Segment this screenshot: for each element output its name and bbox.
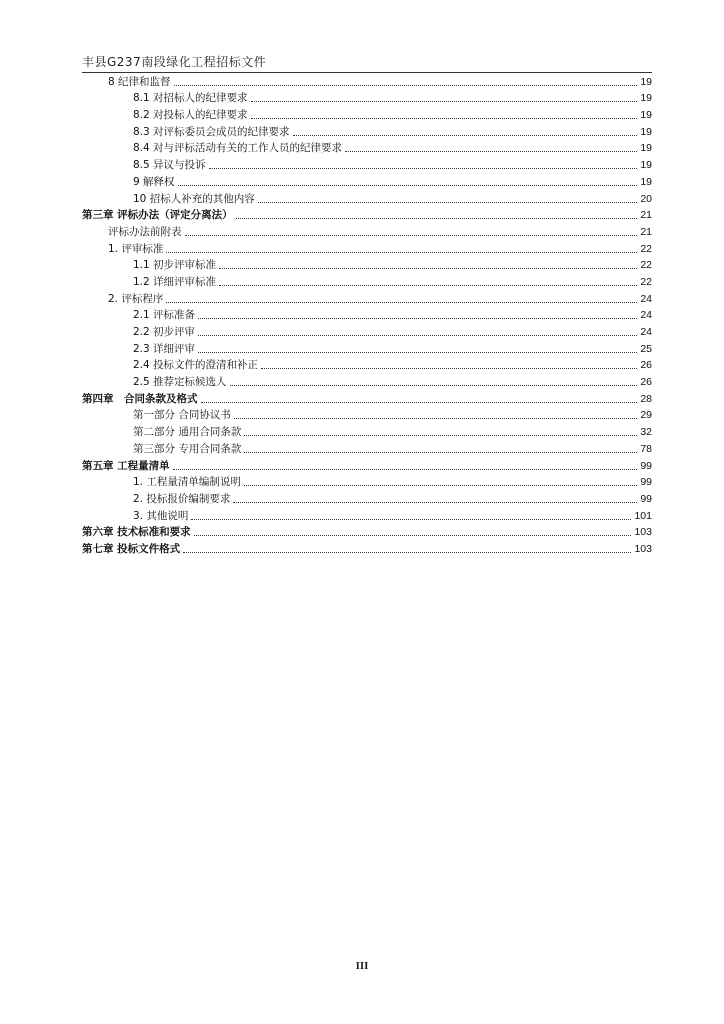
toc-entry-page: 24 xyxy=(640,326,652,338)
page-header xyxy=(82,52,652,73)
toc-entry-label: 1. 工程量清单编制说明 xyxy=(133,476,241,489)
toc-entry-page: 19 xyxy=(640,159,652,172)
toc-entry-label: 第五章 工程量清单 xyxy=(82,459,170,472)
toc-entry-label: 8.4 对与评标活动有关的工作人员的纪律要求 xyxy=(133,142,343,155)
toc-leader-dots xyxy=(258,201,638,203)
toc-entry-page: 78 xyxy=(640,442,652,455)
toc-leader-dots xyxy=(244,484,637,486)
toc-leader-dots xyxy=(174,84,638,86)
toc-entry-label: 2. 投标报价编制要求 xyxy=(133,492,231,505)
toc-leader-dots xyxy=(244,451,637,453)
toc-entry-page: 101 xyxy=(634,509,652,522)
toc-entry[interactable] xyxy=(82,539,652,556)
toc-leader-dots xyxy=(251,100,638,102)
toc-entry[interactable] xyxy=(82,306,652,323)
toc-entry-page: 19 xyxy=(640,142,652,155)
toc-entry[interactable] xyxy=(82,172,652,189)
toc-entry-page: 22 xyxy=(640,259,652,272)
toc-entry-page: 21 xyxy=(640,209,652,222)
toc-entry-label: 8.3 对评标委员会成员的纪律要求 xyxy=(133,125,290,138)
toc-entry-page: 28 xyxy=(640,392,652,405)
toc-entry[interactable] xyxy=(82,356,652,373)
toc-entry[interactable] xyxy=(82,372,652,389)
toc-entry[interactable] xyxy=(82,406,652,423)
toc-entry-label: 第七章 投标文件格式 xyxy=(82,542,181,555)
toc-entry-page: 26 xyxy=(640,359,652,372)
toc-leader-dots xyxy=(230,384,638,386)
toc-entry-label: 第三章 评标办法（评定分离法） xyxy=(82,209,233,222)
toc-entry[interactable] xyxy=(82,155,652,172)
toc-entry-page: 19 xyxy=(640,92,652,105)
toc-entry-label: 9 解释权 xyxy=(133,175,175,188)
toc-leader-dots xyxy=(194,534,632,536)
toc-entry-label: 第三部分 专用合同条款 xyxy=(133,442,242,455)
toc-leader-dots xyxy=(198,317,637,319)
toc-entry[interactable] xyxy=(82,272,652,289)
toc-entry-label: 第一部分 合同协议书 xyxy=(133,409,231,422)
toc-entry-label: 1. 评审标准 xyxy=(108,242,164,255)
toc-entry[interactable] xyxy=(82,139,652,156)
toc-entry[interactable] xyxy=(82,89,652,106)
toc-entry-label: 8 纪律和监督 xyxy=(108,75,171,88)
toc-leader-dots xyxy=(345,150,637,152)
toc-entry-label: 第二部分 通用合同条款 xyxy=(133,426,242,439)
toc-leader-dots xyxy=(178,184,638,186)
toc-entry[interactable] xyxy=(82,222,652,239)
toc-leader-dots xyxy=(198,334,637,336)
toc-entry-label: 2.1 评标准备 xyxy=(133,309,196,322)
toc-leader-dots xyxy=(198,351,637,353)
toc-entry-label: 2.3 详细评审 xyxy=(133,342,196,355)
toc-leader-dots xyxy=(293,134,638,136)
toc-entry-page: 20 xyxy=(640,192,652,205)
toc-leader-dots xyxy=(183,551,631,553)
toc-entry-page: 24 xyxy=(640,292,652,305)
toc-entry-label: 10 招标人补充的其他内容 xyxy=(133,192,255,205)
toc-entry[interactable] xyxy=(82,239,652,256)
toc-entry-page: 22 xyxy=(640,275,652,288)
toc-entry-page: 19 xyxy=(640,175,652,188)
toc-entry-label: 评标办法前附表 xyxy=(108,225,182,238)
toc-entry-page: 22 xyxy=(640,242,652,255)
toc-entry[interactable] xyxy=(82,523,652,540)
toc-entry-label: 1.1 初步评审标准 xyxy=(133,259,217,272)
toc-leader-dots xyxy=(219,284,637,286)
toc-entry[interactable] xyxy=(82,506,652,523)
toc-leader-dots xyxy=(166,301,637,303)
toc-entry[interactable] xyxy=(82,122,652,139)
toc-entry-page: 99 xyxy=(640,492,652,505)
toc-entry-page: 25 xyxy=(640,342,652,355)
toc-entry-label: 8.1 对招标人的纪律要求 xyxy=(133,92,248,105)
toc-entry-label: 2.5 推荐定标候选人 xyxy=(133,376,227,389)
toc-entry-label: 1.2 详细评审标准 xyxy=(133,275,217,288)
toc-entry[interactable] xyxy=(82,105,652,122)
toc-entry-label: 第四章 合同条款及格式 xyxy=(82,392,198,405)
page-number: III xyxy=(355,960,369,972)
toc-entry-page: 103 xyxy=(634,542,652,555)
table-of-contents xyxy=(82,72,652,556)
toc-leader-dots xyxy=(201,401,638,403)
toc-entry-label: 2.4 投标文件的澄清和补正 xyxy=(133,359,259,372)
toc-leader-dots xyxy=(191,518,631,520)
toc-entry-label: 2. 评标程序 xyxy=(108,292,164,305)
toc-entry[interactable] xyxy=(82,422,652,439)
toc-entry[interactable] xyxy=(82,72,652,89)
toc-entry[interactable] xyxy=(82,322,652,339)
toc-entry-page: 21 xyxy=(640,225,652,238)
toc-entry-label: 2.2 初步评审 xyxy=(133,326,196,338)
toc-entry-page: 26 xyxy=(640,376,652,389)
toc-entry[interactable] xyxy=(82,473,652,490)
toc-entry-page: 32 xyxy=(640,426,652,439)
toc-entry-page: 19 xyxy=(640,125,652,138)
toc-leader-dots xyxy=(233,501,637,503)
toc-entry-page: 19 xyxy=(640,75,652,88)
toc-entry-page: 24 xyxy=(640,309,652,322)
toc-entry[interactable] xyxy=(82,289,652,306)
toc-leader-dots xyxy=(234,417,637,419)
document-title: 丰县G237南段绿化工程招标文件 xyxy=(82,55,267,69)
toc-leader-dots xyxy=(261,367,637,369)
toc-leader-dots xyxy=(251,117,638,119)
toc-leader-dots xyxy=(166,251,637,253)
toc-entry[interactable] xyxy=(82,489,652,506)
toc-entry-label: 8.2 对投标人的纪律要求 xyxy=(133,109,248,122)
toc-leader-dots xyxy=(244,434,637,436)
toc-entry-page: 103 xyxy=(634,526,652,539)
toc-entry-page: 99 xyxy=(640,459,652,472)
toc-entry-label: 第六章 技术标准和要求 xyxy=(82,526,191,539)
toc-entry[interactable] xyxy=(82,256,652,273)
toc-entry[interactable] xyxy=(82,389,652,406)
toc-leader-dots xyxy=(219,267,637,269)
toc-leader-dots xyxy=(209,167,638,169)
toc-entry-page: 99 xyxy=(640,476,652,489)
toc-leader-dots xyxy=(185,234,638,236)
toc-entry-label: 3. 其他说明 xyxy=(133,509,189,522)
toc-entry-page: 19 xyxy=(640,109,652,122)
toc-entry[interactable] xyxy=(82,339,652,356)
toc-entry-label: 8.5 异议与投诉 xyxy=(133,159,206,172)
toc-entry[interactable] xyxy=(82,189,652,206)
toc-leader-dots xyxy=(173,468,638,470)
toc-leader-dots xyxy=(236,217,638,219)
toc-entry[interactable] xyxy=(82,439,652,456)
toc-entry-page: 29 xyxy=(640,409,652,422)
toc-entry[interactable] xyxy=(82,456,652,473)
toc-entry[interactable] xyxy=(82,206,652,223)
